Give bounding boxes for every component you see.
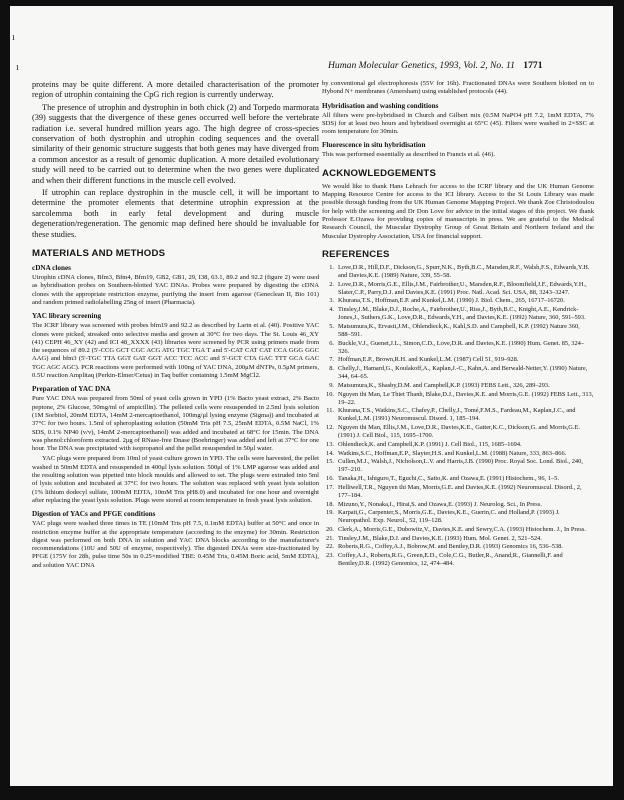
reference-text: Love,D.R., Hill,D.F., Dickson,G., Spurr,N.K., Byth,B.C., Marsden,R.F., Walsh,F.S., Edwards,Y.H. and Davies,K.E. (1989) Nature, 339, 55–58. [338,263,590,279]
subsection-heading: Fluorescence in situ hybridisation [322,141,426,150]
reference-number: 22. [326,543,334,551]
left-column [32,80,319,572]
subsection-heading: YAC library screening [32,312,102,321]
body-paragraph: All filters were pre-hybridised in Church and Gilbert mix (0.5M NaPO4 pH 7.2, 1mM EDTA, 7% SDS) for at least two hours and hybridised overnight at 65°C (45). Filters were washed in 2×SSC at room temperature for 30min. [322,111,594,136]
reference-text: Khurana,T.S., Watkins,S.C., Chafey,P., Chelly,J., Tomé,F.M.S., Fardeau,M., Kaplan,J.C., and Kunkel,L.M. (1991) Neuromuscul. Disord. 1, 185–194. [338,407,576,423]
scan-mark: ı [12,32,15,43]
reference-item [322,391,594,407]
reference-number: 18. [326,500,334,508]
body-paragraph: The presence of utrophin and dystrophin in both chick (2) and Torpedo marmorata (39) suggests that the divergence of these genes occurred well before the vertebrate radiation i.e. several hundred million years ago. The high degree of cross-species conservation of both dystrophin and utrophin coding sequences and the overall similarity of their genomic structure suggests that both genes may have diverged from a common ancestor as a result of genomic duplication. A more detailed evolutionary study will need to be carried out to determine when the two genes were duplicated and when their different functions in the muscle cell evolved. [32,102,319,185]
reference-text: Tinsley,J.M., Blake,D.J. and Davies,K.E. (1993) Hum. Mol. Genet. 2, 521–524. [338,534,542,542]
reference-number: 21. [326,534,334,542]
body-paragraph: YAC plugs were prepared from 10ml of yeast culture grown in YPD. The cells were harvested, the pellet washed in 50mM EDTA and resuspended in 400μl lysis solution. 500μl of 1% LMP agarose was added and the resulting solution was pipetted into block moulds and allowed to set. The plugs were extruded into 5ml of lysis solution and incubated at 37°C for two hours. The solution was replaced with yeast lysis solution (1% lithium dodecyl sulfate, 100mM EDTA, 10mM Tris pH8.0) and incubated for one hour and overnight after replacing the yeast lysis solution. Plugs were stored at room temperature in fresh yeast lysis solution. [32,455,319,504]
reference-item [322,501,594,509]
reference-text: Mizuno,Y., Nonaka,I., Hirai,S. and Ozawa,E. (1993) J. Neurolog. Sci., In Press. [338,500,542,508]
reference-text: Ohlendieck,K. and Campbell,K.P. (1991) J. Cell Biol., 115, 1685–1694. [338,440,522,448]
reference-number: 13. [326,440,334,448]
reference-number: 19. [326,509,334,517]
reference-item [322,526,594,534]
reference-item [322,365,594,381]
reference-item [322,441,594,449]
reference-text: Coffey,A.J., Roberts,R.G., Green,E.D., Cole,C.G., Butler,R., Anand,R., Giannelli,F. and Bentley,D.R. (1992) Genomics, 12, 474–484. [338,552,563,568]
right-column [322,80,594,569]
reference-text: Watkins,S.C., Hoffman,E.P., Slayter,H.S. and Kunkel,L.M. (1988) Nature, 333, 863–866. [338,449,567,457]
reference-text: Matsumura,K., Ervasti,J.M., Ohlendieck,K., Kahl,S.D. and Campbell, K.P. (1992) Nature 360, 588–591. [338,322,580,338]
subsection-heading: cDNA clones [32,264,71,273]
page-number: 1771 [523,60,543,71]
reference-number: 14. [326,449,334,457]
body-paragraph: The ICRF library was screened with probes bfm19 and 92.2 as described by Larin et al. (40). Positive YAC clones were picked, streaked onto selective media and grown at 30°C for two days. The St. Louis 46_XY (41) CEPH 46_XY (42) and ICI 48_XXXX (43) libraries were screened by PCR using primers made from the sequences of 89.2 (5'-CCG GCT CGC ACG ATG TGC TGA T and 5'-CAT CAT CAT CCA GGG GGC AAG) and bfm3 (5'-TGC TTA GGT GAT GGT ACC TCC ACC and 5'-GCT CTA GAC TTT GCA GAC TGC AGC AGC). PCR reactions were performed with 100ng of YAC DNA, 200μM dNTPs, 0.5μM primers, 0.5U reaction Amplitaq (Perkin-Elmer/Cetus) in Taq buffer containing 1.5mM MgCl2. [32,322,319,380]
reference-text: Tanaka,H., Ishiguro,T., Eguchi,C., Saito,K. and Ozawa,E. (1991) Histochem., 96, 1–5. [338,475,559,483]
reference-number: 12. [326,424,334,432]
reference-text: Nguyen thi Man, Ellis,J.M., Love,D.R., Davies,K.E., Gatter,K.C., Dickson,G. and Morris,G.E. (1991) J. Cell Biol., 115, 1695–1700. [338,424,581,440]
reference-text: Helliwell,T.R., Nguyen thi Man, Morris,G.E. and Davies,K.E. (1992) Neuromuscul. Disord., 2, 177–184. [338,483,582,499]
reference-text: Cullen,M.J., Walsh,J., Nicholson,L.V. and Harris,J.B. (1990) Proc. Royal Soc. Lond. Biol., 240, 197–210. [338,458,583,474]
reference-item [322,552,594,568]
reference-item [322,323,594,339]
reference-text: Nguyen thi Man, Le Thiet Thanh, Blake,D.J., Davies,K.E. and Morris,G.E. (1992) FEBS Lett., 313, 19–22. [338,390,594,406]
section-heading-references: REFERENCES [322,248,390,260]
reference-number: 11. [326,407,334,415]
reference-item [322,264,594,280]
subsection-heading: Digestion of YACs and PFGE conditions [32,510,156,519]
reference-item [322,509,594,525]
reference-item [322,306,594,322]
reference-text: Chelly,J., Hamard,G., Koulakoff,A., Kaplan,J.-C., Kahn,A. and Berwald-Netter,Y. (1990) Nature, 344, 64–65. [338,365,588,381]
reference-item [322,484,594,500]
reference-number: 20. [326,526,334,534]
section-heading-acknowledgements: ACKNOWLEDGEMENTS [322,167,437,179]
reference-number: 2. [329,280,334,288]
reference-list [322,264,594,568]
reference-number: 6. [329,339,334,347]
reference-text: Karpati,G., Carpenter,S., Morris,G.E., Davies,K.E., Guerin,C. and Holland,P. (1993) J. Neuropathol. Exp. Neurol., 52, 119–128. [338,509,560,525]
reference-number: 1. [329,263,334,271]
journal-citation: Human Molecular Genetics, 1993, Vol. 2, No. 11 [328,60,515,71]
reference-number: 3. [329,297,334,305]
reference-item [322,340,594,356]
running-header [328,60,588,71]
reference-number: 8. [329,365,334,373]
reference-number: 7. [329,356,334,364]
document-page [10,6,613,786]
reference-text: Khurana,T.S., Hoffman,E.P. and Kunkel,L.M. (1990) J. Biol. Chem., 265, 16717–16720. [338,297,565,305]
reference-text: Hoffman,E.P., Brown,R.H. and Kunkel,L.M. (1987) Cell 51, 919–928. [338,356,519,364]
reference-item [322,407,594,423]
reference-number: 4. [329,306,334,314]
reference-item [322,382,594,390]
reference-text: Buckle,V.J., Guenet,J.L., Simon,C.D., Love,D.R. and Davies,K.E. (1990) Hum. Genet. 85, 324–326. [338,339,585,355]
body-paragraph: proteins may be quite different. A more detailed characterisation of the promoter region of utrophin containing the CpG rich region is currently underway. [32,80,319,100]
reference-item [322,458,594,474]
reference-text: Clerk,A., Morris,G.E., Dubowitz,V., Davies,K.E. and Sewry,C.A. (1993) Histochem. J., In Press. [338,526,586,534]
acknowledgements-text: We would like to thank Hans Lehrach for access to the ICRF library and the UK Human Genome Mapping Resource Centre for access to the ICI library. Access to the St Louis Library was made possible through funding from the UK Human Genome Mapping Project. We thank Zoe Christodoulou for help with the screening and Dr Don Love for advice in the initial stages of this project. We thank Professor E.Ozawa for providing copies of manuscripts in press. We are grateful to the Medical Research Council, the Muscular Dystrophy Group of Great Britain and Northern Ireland and the Muscular Dystrophy Association, USA for financial support. [322,182,594,240]
reference-number: 15. [326,458,334,466]
reference-text: Tinsley,J.M., Blake,D.J., Roche,A., Fairbrother,U., Riss,J., Byth,B.C., Knight,A.E., Kendrick-Jones,J., Suthers,G.K., Love,D.R., Edwards,Y.H., and Davies,K.E. (1992) Nature, 360, 591–593. [338,306,586,322]
body-paragraph: YAC plugs were washed three times in TE (10mM Tris pH 7.5, 0.1mM EDTA) buffer at 50°C and once in restriction enzyme buffer at the appropriate temperature (according to the enzyme) for 30min. Restriction digest was performed on both DNA in solution and YAC DNA blocks according to the manufacturer's recommendations (10U and 50U of enzyme, respectively). The digested DNAs were size-fractionated by PFGE (175V for 28h, pulse time 50s in 0.25×modified TBE: 0.45M Tris, 0.45M Boric acid, 5mM EDTA), and solution YAC DNA [32,520,319,569]
reference-number: 10. [326,390,334,398]
reference-text: Love,D.R., Morris,G.E., Ellis,J.M., Fairbrother,U., Marsden,R.F., Bloomfield,J.F., Edwards,Y.H., Slater,C.P., Parry,D.J. and Davies,K.E. (1991) Proc. Natl. Acad. Sci. USA, 88, 3243–3247. [338,280,587,296]
subsection-heading: Preparation of YAC DNA [32,385,111,394]
reference-item [322,475,594,483]
body-paragraph: This was performed essentially as described in Francis et al. (46). [322,151,495,159]
reference-item [322,356,594,364]
reference-item [322,535,594,543]
body-paragraph: by conventional gel electrophoresis (55V for 16h). Fractionated DNAs were Southern blotted on to Hybond N+ membranes (Amersham) using established protocols (44). [322,80,594,96]
reference-text: Matsumura,K., Shasby,D.M. and Campbell,K.P. (1993) FEBS Lett., 326, 289–293. [338,381,550,389]
reference-item [322,424,594,440]
body-paragraph: Utrophin cDNA clones, Bfm3, Bfm4, Bfm19, GB2, GB1, 29, I38, 63.1, 89.2 and 92.2 (figure 2) were used as hybridisation probes on Southern-blotted YAC DNAs. Probes were prepared by digesting the cDNA clones with the appropriate restriction enzyme, purifying the insert from agarose (Geneclean II, Bio 101) and random primed radiolabelling 25ng of insert (Pharmacia). [32,274,319,306]
reference-item [322,297,594,305]
section-heading-methods: MATERIALS AND METHODS [32,248,166,260]
reference-number: 17. [326,483,334,491]
subsection-heading: Hybridisation and washing conditions [322,101,439,110]
reference-item [322,450,594,458]
scan-mark: ı [16,62,19,73]
body-paragraph: Pure YAC DNA was prepared from 50ml of yeast cells grown in YPD (1% Bacto yeast extract, 2% Bacto peptone, 2% Glucose, 50mg/ml of ampicillin). The pelleted cells were resuspended in 2.5ml lysis solution (1M Sorbitol, 20mM EDTA, 14mM 2-mercaptoethanol, 100mg/μl lysing enzyme (Sigma)) and incubated at 37°C for two hours. 1.5ml of spheroplasting solution (50mM Tris pH 7.5, 25mM EDTA, 0.5M NaCl, 1% SDS, 0.1% NP40 (v/v), 14mM 2-mercaptoethanol) was added and incubated at 68°C for 15min. The DNA was phenol:chloroform extracted. 2μg of RNase-free Dnase (Boehringer) was added and left at 37°C for one hour. The DNA was precipitated with isopropanol and the pellet resuspended in 50μl water. [32,395,319,453]
reference-number: 5. [329,322,334,330]
reference-number: 16. [326,475,334,483]
reference-number: 9. [329,381,334,389]
body-paragraph: If utrophin can replace dystrophin in the muscle cell, it will be important to determine the promoter elements that determine utrophin expression at the sarcolemma both in early fetal development and during muscle degeneration/regeneration. The genomic map defined here should be invaluable for these studies. [32,188,319,239]
reference-item [322,543,594,551]
reference-number: 23. [326,552,334,560]
reference-text: Roberts,R.G., Coffey,A.J., Bobrow,M. and Bentley,D.R. (1993) Genomics 16, 536–538. [338,543,563,551]
reference-item [322,281,594,297]
